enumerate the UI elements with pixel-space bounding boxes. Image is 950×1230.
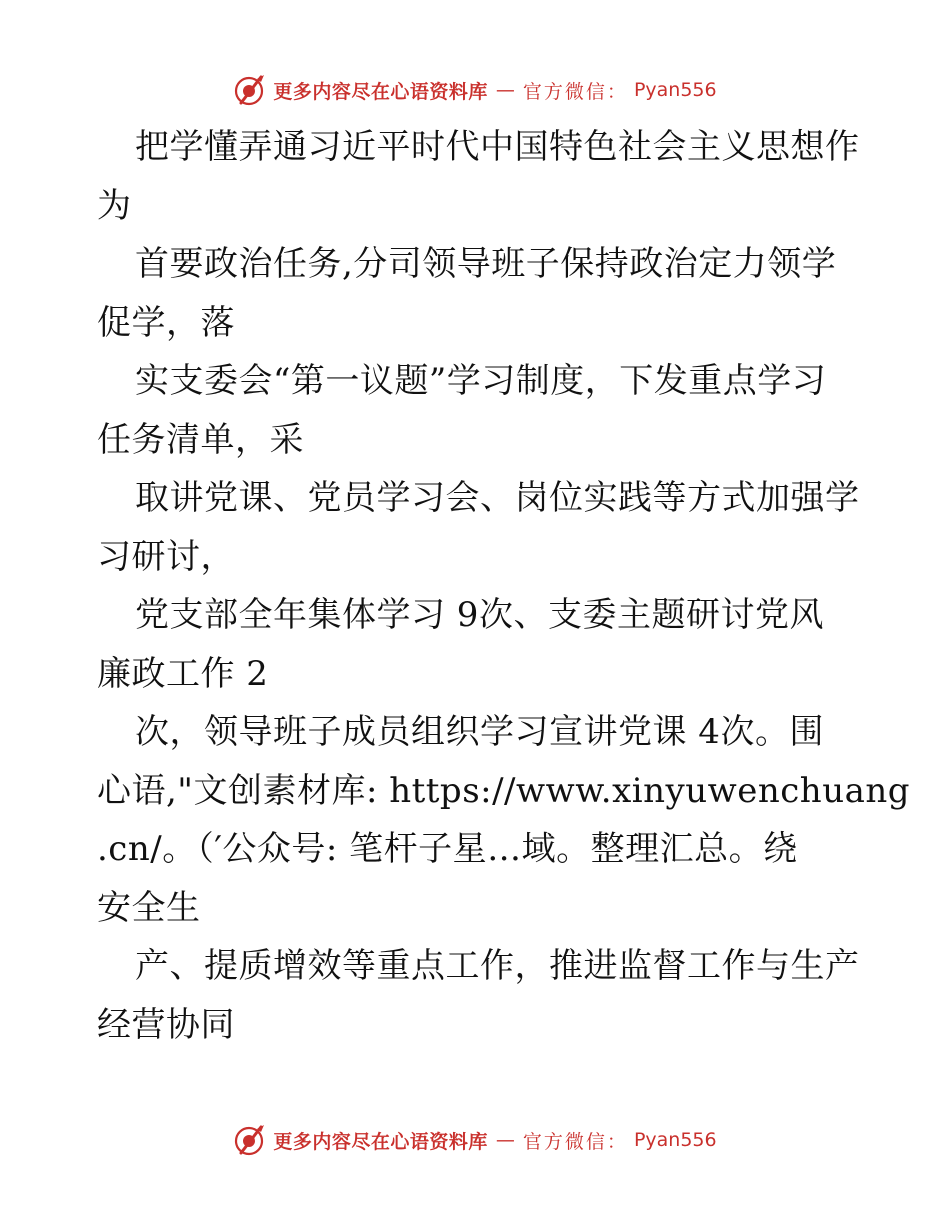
body-line-14: 安全生: [97, 887, 201, 928]
footer-banner-account: Pyan556: [633, 1129, 717, 1151]
body-line-12: 心语,"文创素材库: https://www.xinyuwenchuang: [97, 770, 911, 811]
document-body: [97, 118, 911, 1054]
footer-banner-text: 更多内容尽在心语资料库: [273, 1130, 488, 1153]
header-banner-separator: —: [495, 79, 515, 101]
body-line-11: 次，领导班子成员组织学习宣讲党课 4次。围: [135, 712, 824, 752]
body-line-7: 取讲党课、党员学习会、岗位实践等方式加强学: [135, 478, 860, 518]
body-line-10: 廉政工作 2: [97, 653, 269, 694]
body-line-1: 把学懂弄通习近平时代中国特色社会主义思想作: [135, 127, 860, 167]
body-line-8: 习研讨，: [97, 536, 235, 577]
body-line-3: 首要政治任务,分司领导班子保持政治定力领学: [135, 244, 837, 284]
body-line-5: 实支委会“第一议题”学习制度，下发重点学习: [135, 361, 827, 401]
quill-seal-logo-icon: [233, 73, 267, 107]
header-banner-label: 官方微信：: [522, 80, 628, 103]
body-line-4: 促学，落: [97, 302, 235, 343]
body-line-16: 经营协同: [97, 1004, 235, 1045]
header-banner-account: Pyan556: [633, 79, 717, 101]
footer-banner: [0, 1120, 950, 1160]
footer-banner-label: 官方微信：: [522, 1130, 628, 1153]
body-line-13: .cn/。（′公众号: 笔杆子星…域。整理汇总。绕: [97, 829, 798, 869]
body-line-9: 党支部全年集体学习 9次、支委主题研讨党风: [135, 595, 824, 635]
header-banner: [0, 70, 950, 110]
body-line-6: 任务清单，采: [97, 419, 304, 460]
body-line-15: 产、提质增效等重点工作，推进监督工作与生产: [135, 946, 860, 986]
quill-seal-logo-icon: [233, 1123, 267, 1157]
footer-banner-separator: —: [495, 1129, 515, 1151]
body-line-2: 为: [97, 185, 132, 226]
header-banner-text: 更多内容尽在心语资料库: [273, 80, 488, 103]
